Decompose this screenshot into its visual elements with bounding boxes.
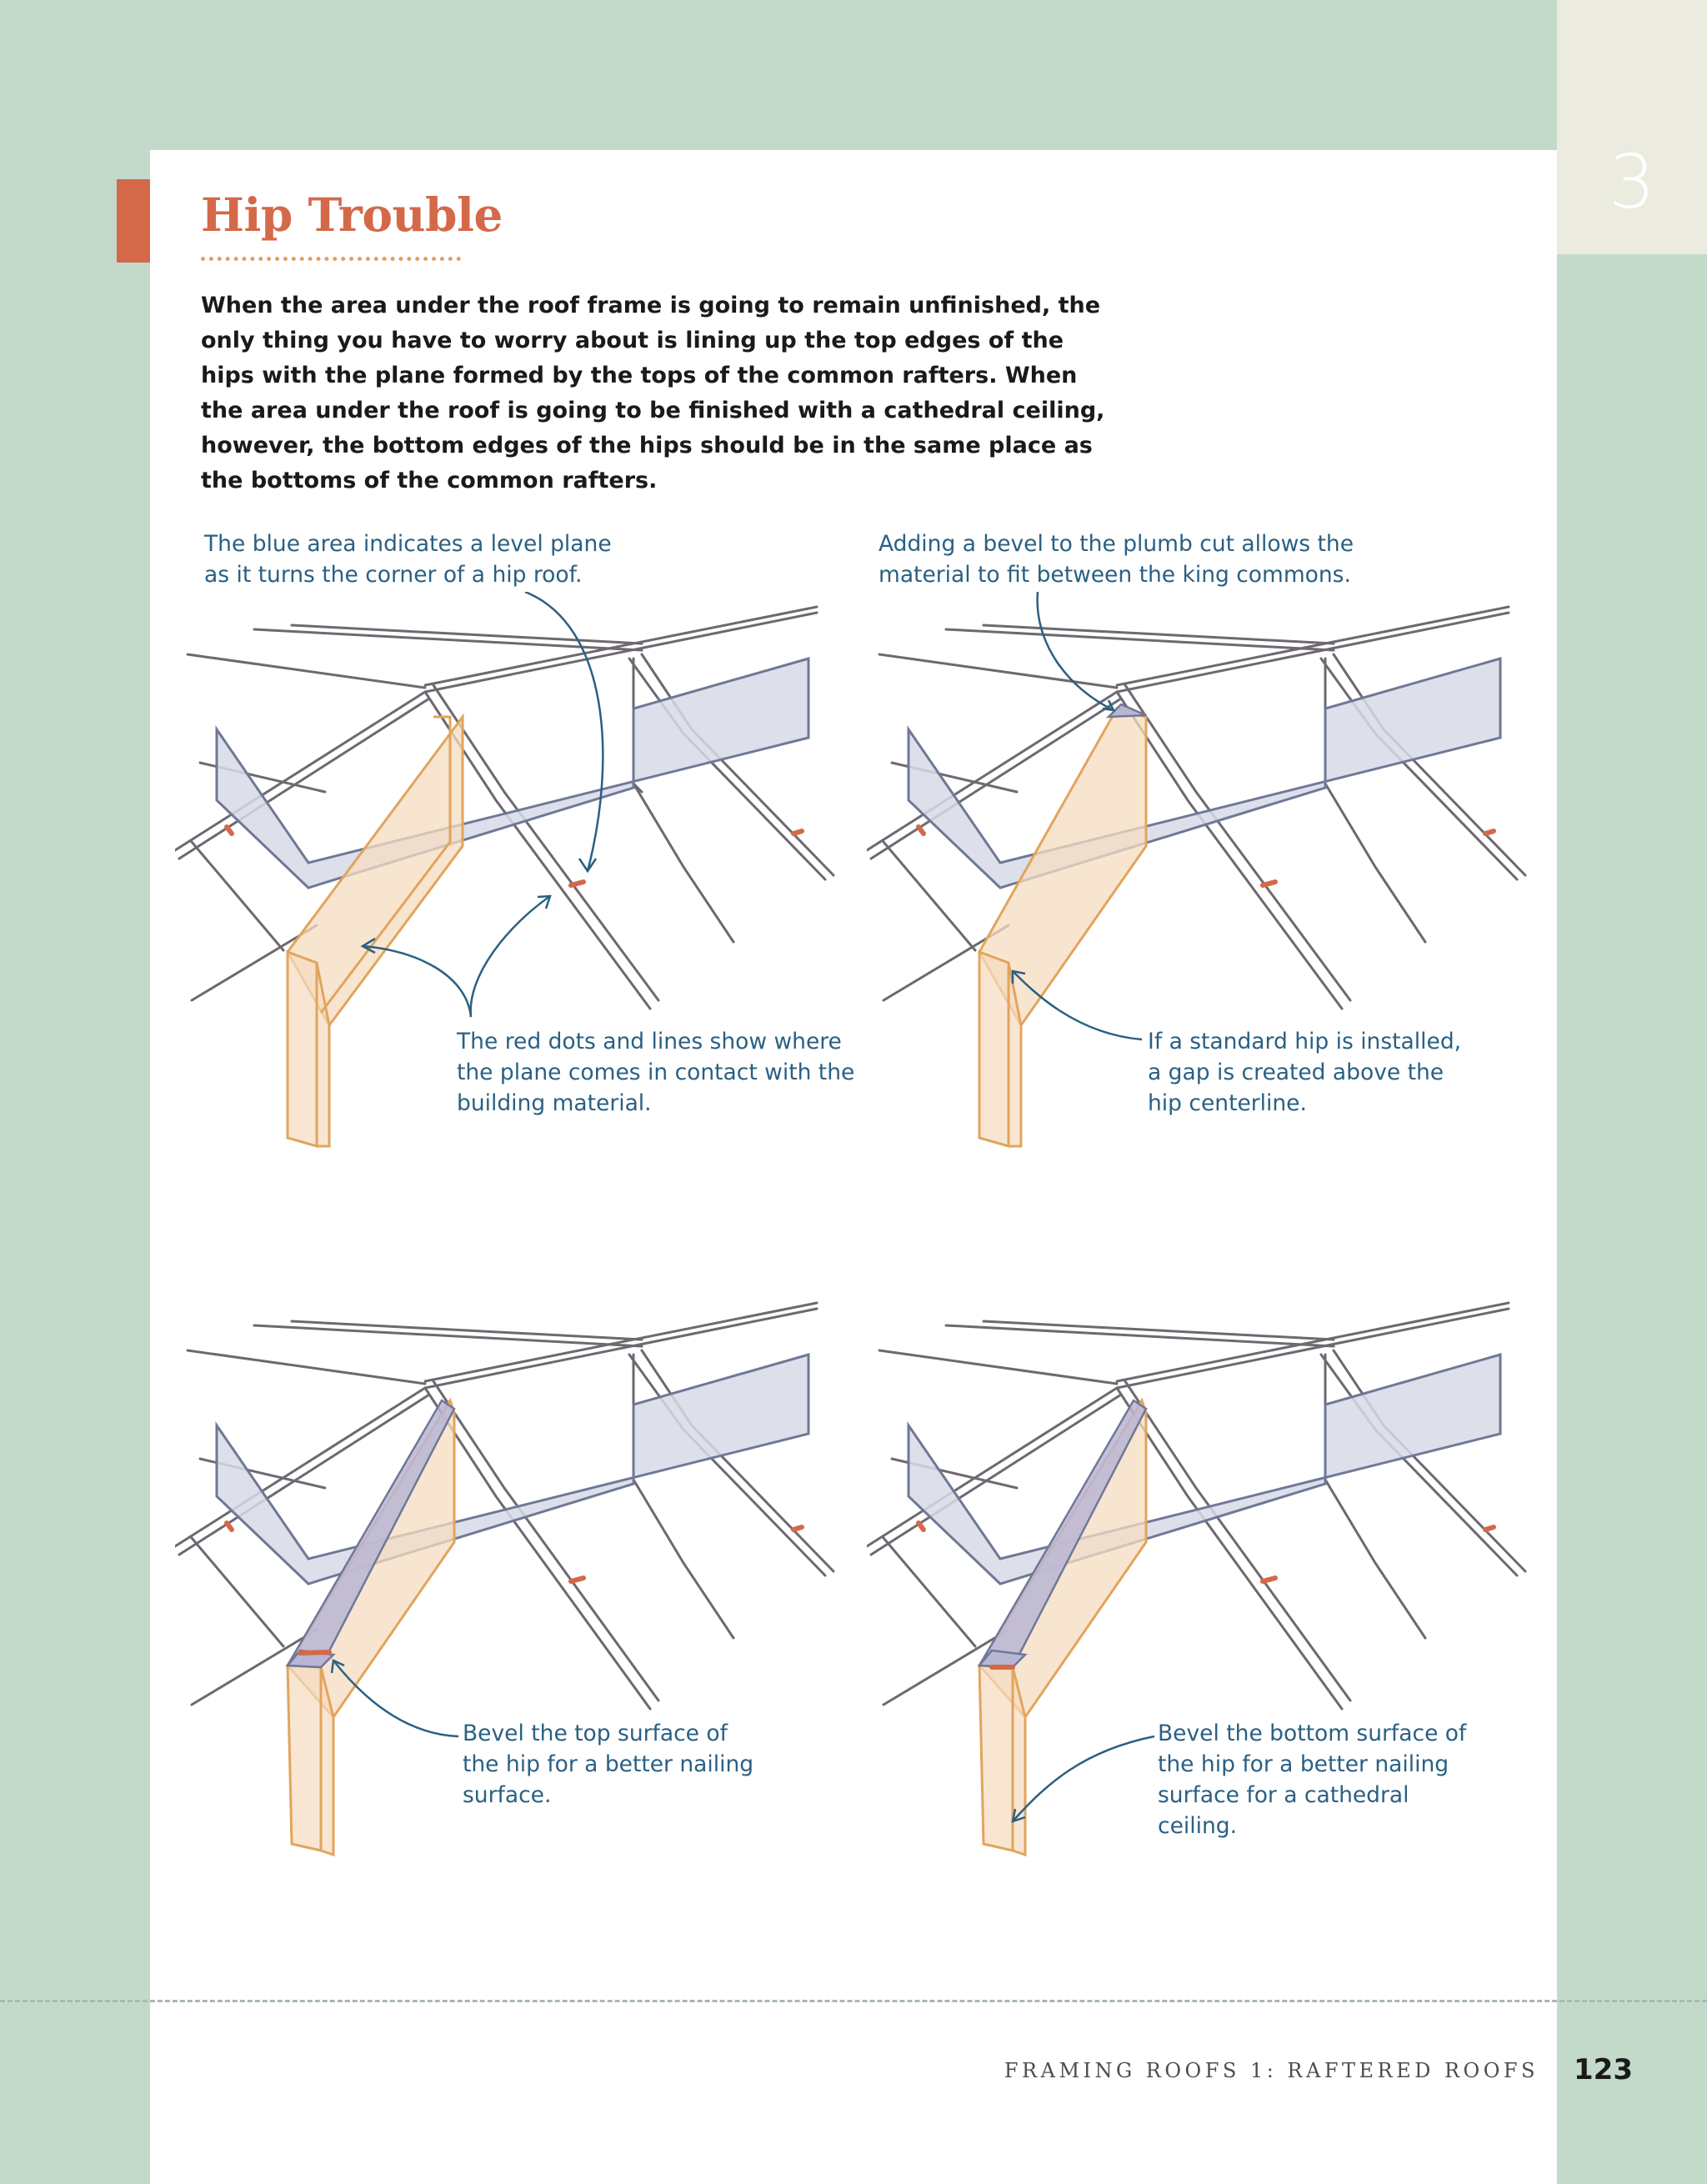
top-band [0, 0, 1557, 150]
running-head: FRAMING ROOFS 1: RAFTERED ROOFS [1004, 2059, 1539, 2082]
heading-accent-bar [117, 179, 150, 263]
footer-dashed-rule [0, 2000, 1707, 2002]
fig2-caption-top: Adding a bevel to the plumb cut allows the material to fit between the king commons. [879, 531, 1354, 588]
chapter-number: 3 [1609, 139, 1655, 225]
page-number: 123 [1574, 2053, 1633, 2086]
fig3-caption-bottom: Bevel the top surface of the hip for a better nailing surface. [463, 1721, 754, 1808]
fig1-caption-bottom: The red dots and lines show where the plane comes in contact with the building material. [457, 1029, 855, 1116]
chapter-tab [1557, 0, 1707, 254]
section-title: Hip Trouble [201, 188, 503, 242]
intro-paragraph: When the area under the roof frame is going to remain unfinished, the only thing you have to worry about is lining up the top edges of the hips with the plane formed by the tops of the common rafters. When the area under the roof is going to be finished with a cathedral ceiling, however, the bottom edges of the hips should be in the same place as the bottoms of the common rafters. [201, 293, 1105, 493]
fig4-caption-bottom: Bevel the bottom surface of the hip for a better nailing surface for a cathedral ceiling. [1158, 1721, 1467, 1839]
fig2-caption-bottom: If a standard hip is installed, a gap is created above the hip centerline. [1148, 1029, 1462, 1116]
title-dotted-rule [201, 257, 461, 261]
fig1-caption-top: The blue area indicates a level plane as it turns the corner of a hip roof. [204, 531, 612, 588]
